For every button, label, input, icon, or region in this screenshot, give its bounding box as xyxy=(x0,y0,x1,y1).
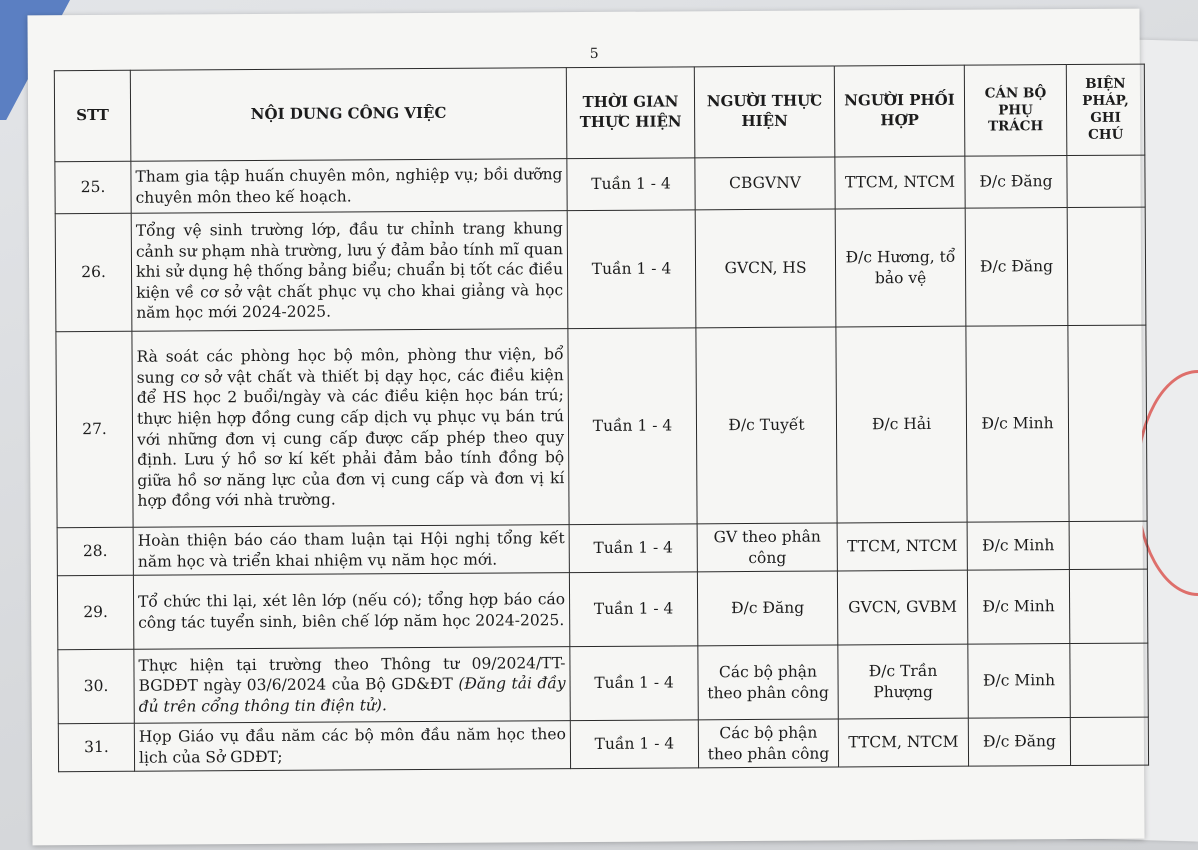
row-time: Tuần 1 - 4 xyxy=(569,524,697,573)
row-stt: 31. xyxy=(58,723,134,771)
row-supervisor: Đ/c Đăng xyxy=(965,156,1067,209)
row-note xyxy=(1068,325,1147,521)
row-time: Tuần 1 - 4 xyxy=(570,646,698,721)
row-executor: Các bộ phận theo phân công xyxy=(698,645,838,720)
row-content xyxy=(134,647,570,724)
row-content-text: Tổ chức thi lại, xét lên lớp (nếu có); tổng hợp báo cáo công tác tuyển sinh, biên chế lớp năm học 2024-2025. xyxy=(138,590,566,632)
row-coordinator: TTCM, NTCM xyxy=(835,156,965,209)
row-supervisor: Đ/c Minh xyxy=(966,326,1069,523)
header-supervisor: CÁN BỘ PHỤ TRÁCH xyxy=(964,65,1067,157)
page-number: 5 xyxy=(589,45,599,62)
row-stt: 27. xyxy=(56,331,133,527)
table-row xyxy=(58,643,1148,724)
row-supervisor: Đ/c Minh xyxy=(968,644,1070,719)
row-content-text: Thực hiện tại trường theo Thông tư 09/2024/TT-BGDĐT ngày 03/6/2024 của Bộ GD&ĐT xyxy=(138,653,566,695)
row-executor: CBGVNV xyxy=(695,157,835,210)
document-page xyxy=(27,9,1144,846)
row-supervisor: Đ/c Minh xyxy=(967,570,1069,645)
table-header-row xyxy=(54,64,1145,162)
row-stt: 26. xyxy=(55,213,132,331)
row-coordinator: Đ/c Trần Phượng xyxy=(838,644,968,719)
row-content xyxy=(132,329,569,528)
row-note xyxy=(1069,521,1147,569)
row-coordinator: Đ/c Hương, tổ bảo vệ xyxy=(835,208,966,327)
row-content xyxy=(131,211,568,332)
work-plan-table xyxy=(54,64,1149,773)
row-content-text: Hoàn thiện báo cáo tham luận tại Hội nghị tổng kết năm học và triển khai nhiệm vụ năm học mới. xyxy=(137,529,565,571)
row-content-italic: (Đăng tải đầy đủ trên cổng thông tin điện tử). xyxy=(138,674,566,716)
row-coordinator: GVCN, GVBM xyxy=(837,570,967,645)
row-executor: Đ/c Đăng xyxy=(697,571,837,646)
row-executor: GV theo phân công xyxy=(697,523,837,572)
row-coordinator: TTCM, NTCM xyxy=(837,522,967,571)
row-stt: 30. xyxy=(58,649,134,723)
header-stt: STT xyxy=(54,70,131,161)
row-content-text: Rà soát các phòng học bộ môn, phòng thư viện, bổ sung cơ sở vật chất và thiết bị dạy học, các điều kiện để HS học 2 buổi/ngày và các điều kiện học bán trú; thực hiện hợp đồng cung cấp dịch vụ phục vụ bán trú với những đơn vị cung cấp được cấp phép theo quy định. Lưu ý hồ sơ kí kết phải đảm bảo tính đồng bộ giữa hồ sơ năng lực của đơn vị cung cấp và đơn vị kí hợp đồng với nhà trường. xyxy=(136,345,565,511)
table-row xyxy=(57,569,1147,650)
row-executor: Đ/c Tuyết xyxy=(696,327,837,524)
row-supervisor: Đ/c Đăng xyxy=(965,208,1068,327)
row-time: Tuần 1 - 4 xyxy=(568,328,697,525)
row-note xyxy=(1067,155,1145,207)
row-time: Tuần 1 - 4 xyxy=(567,210,696,329)
row-note xyxy=(1070,717,1148,765)
row-stt: 25. xyxy=(55,161,131,213)
row-note xyxy=(1067,207,1146,325)
table-row xyxy=(55,207,1146,332)
header-coordinator: NGƯỜI PHỐI HỢP xyxy=(834,65,965,157)
row-executor: GVCN, HS xyxy=(695,209,836,328)
row-content xyxy=(133,525,569,576)
row-executor: Các bộ phận theo phân công xyxy=(698,719,838,768)
row-stt: 28. xyxy=(57,527,133,575)
table-row xyxy=(56,325,1147,528)
row-content xyxy=(134,721,570,772)
header-time: THỜI GIAN THỰC HIỆN xyxy=(566,67,695,159)
row-content-text: Tham gia tập huấn chuyên môn, nghiệp vụ; bồi dưỡng chuyên môn theo kế hoạch. xyxy=(135,165,563,207)
row-content-text: Họp Giáo vụ đầu năm các bộ môn đầu năm học theo lịch của Sở GDĐT; xyxy=(138,725,566,767)
row-content-text: Tổng vệ sinh trường lớp, đầu tư chỉnh trang khung cảnh sư phạm nhà trường, lưu ý đảm bảo tính mĩ quan khi sử dụng hệ thống bảng biểu; chuẩn bị tốt các điều kiện về cơ sở vật chất phục vụ cho khai giảng và học năm học mới 2024-2025. xyxy=(135,219,564,323)
row-time: Tuần 1 - 4 xyxy=(569,572,697,647)
table-row xyxy=(57,521,1147,576)
table-row xyxy=(55,155,1145,214)
row-coordinator: Đ/c Hải xyxy=(836,326,967,523)
table-row xyxy=(58,717,1148,772)
row-stt: 29. xyxy=(57,575,133,649)
row-supervisor: Đ/c Đăng xyxy=(968,718,1070,767)
row-coordinator: TTCM, NTCM xyxy=(838,718,968,767)
row-note xyxy=(1070,643,1148,717)
row-time: Tuần 1 - 4 xyxy=(570,720,698,769)
header-note: BIỆN PHÁP, GHI CHÚ xyxy=(1066,64,1145,155)
row-supervisor: Đ/c Minh xyxy=(967,522,1069,571)
row-content xyxy=(131,159,567,214)
row-time: Tuần 1 - 4 xyxy=(567,158,695,211)
row-content xyxy=(133,573,569,650)
header-content: NỘI DUNG CÔNG VIỆC xyxy=(130,68,567,162)
header-executor: NGƯỜI THỰC HIỆN xyxy=(694,66,835,158)
row-note xyxy=(1069,569,1147,643)
